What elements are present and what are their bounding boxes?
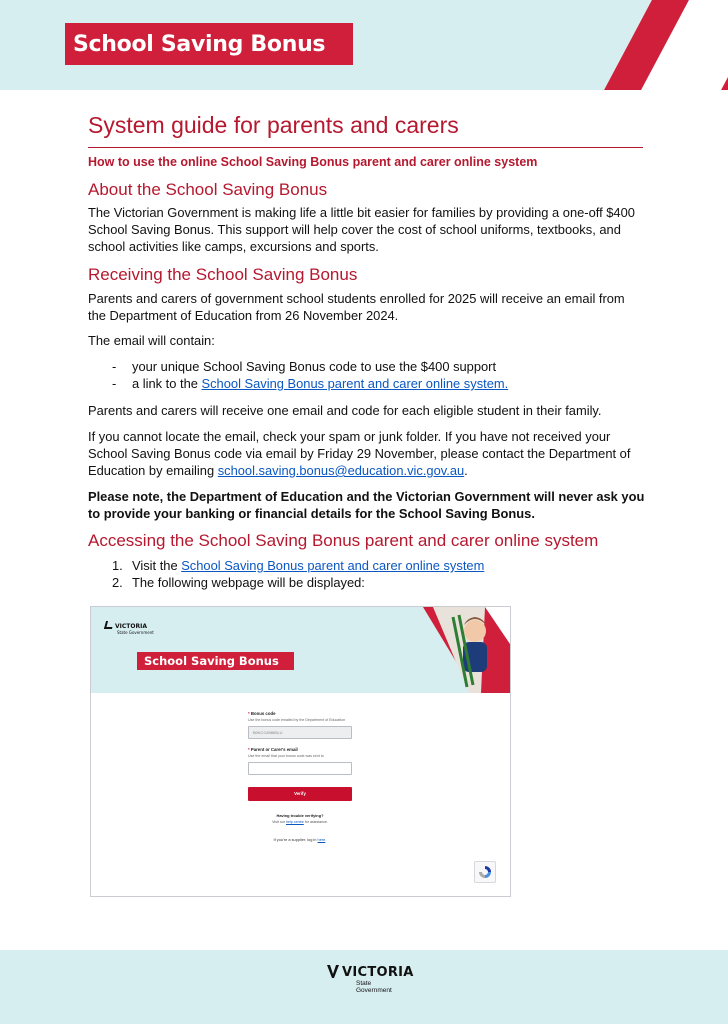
webpage-screenshot: [90, 606, 511, 897]
security-note: Please note, the Department of Education and the Victorian Government will never ask you to provide your banking or financial details for the School Saving Bonus.: [88, 489, 645, 521]
online-system-link[interactable]: School Saving Bonus parent and carer online system: [181, 558, 485, 573]
victoria-logo: [105, 621, 154, 635]
screenshot-header-band: [91, 607, 511, 693]
help-centre-line: Visit our help centre for assistance.: [272, 820, 328, 824]
help-centre-link[interactable]: help centre: [285, 820, 304, 824]
receiving-paragraph-2: The email will contain:: [88, 333, 215, 348]
recaptcha-glyph: [478, 865, 492, 879]
list-dash: -: [112, 376, 117, 391]
online-system-link[interactable]: School Saving Bonus parent and carer online system.: [201, 376, 509, 391]
brand-title: School Saving Bonus: [73, 31, 326, 57]
receiving-paragraph-1: Parents and carers of government school students enrolled for 2025 will receive an email from the Department of Education from 26 November 2024.: [88, 291, 625, 323]
footer-logo-state: State: [356, 980, 372, 987]
page-title: System guide for parents and carers: [88, 112, 459, 138]
brand-banner: [65, 23, 353, 65]
contact-email-link[interactable]: school.saving.bonus@education.vic.gov.au: [217, 463, 465, 478]
list-item-text: a link to the: [132, 376, 202, 391]
screenshot-brand-banner: [137, 652, 294, 670]
email-label: * Parent or Carer's email: [248, 747, 298, 752]
list-item-text: your unique School Saving Bonus code to use the $400 support: [132, 359, 497, 374]
list-item: [112, 358, 632, 375]
step-number: 2.: [112, 575, 123, 590]
victoria-logo-text: VICTORIA: [115, 623, 147, 630]
title-block: [88, 110, 643, 170]
receiving-heading: Receiving the School Saving Bonus: [88, 265, 358, 284]
step-item: [112, 574, 632, 591]
verify-form: [248, 711, 352, 842]
step-text: The following webpage will be displayed:: [132, 575, 365, 590]
step-text: Visit the: [132, 558, 182, 573]
receiving-paragraph-3: Parents and carers will receive one email and code for each eligible student in their family.: [88, 403, 602, 418]
victoria-logo-icon: [326, 964, 340, 980]
about-paragraph: The Victorian Government is making life a little bit easier for families by providing a one-off $400 School Saving Bonus. This support will help cover the cost of school uniforms, textbooks, and school activities like camps, excursions and sports.: [88, 205, 635, 254]
footer-victoria-logo: [326, 964, 414, 994]
header-band: [0, 0, 728, 90]
supplier-line: If you're a supplier, log in here.: [273, 837, 327, 842]
accessing-heading: Accessing the School Saving Bonus parent and carer online system: [88, 531, 599, 550]
student-photo: [423, 607, 511, 693]
bonus-code-input[interactable]: B0KCC89865LU: [248, 726, 352, 739]
title-divider: [88, 147, 643, 148]
steps-list: [112, 557, 632, 591]
email-help: Use the email that your bonus code was sent to: [248, 754, 324, 758]
trouble-heading: Having trouble verifying?: [276, 813, 324, 818]
verify-button[interactable]: Verify: [248, 787, 352, 801]
about-heading: About the School Saving Bonus: [88, 180, 328, 199]
email-input[interactable]: [248, 762, 352, 775]
step-number: 1.: [112, 558, 123, 573]
list-dash: -: [112, 359, 117, 374]
supplier-login-link[interactable]: here: [317, 837, 326, 842]
footer-logo-word: VICTORIA: [342, 965, 414, 980]
bonus-code-help: Use the bonus code emailed by the Department of Education: [248, 718, 346, 722]
footer-logo-government: Government: [356, 987, 392, 994]
email-contents-list: [112, 358, 632, 392]
page-subtitle: How to use the online School Saving Bonus parent and carer online system: [88, 155, 538, 169]
list-item: [112, 375, 632, 392]
contact-end: .: [464, 463, 468, 478]
contact-text: If you cannot locate the email, check your spam or junk folder. If you have not received your School Saving Bonus code via email by Friday 29 November, please contact the Department of Education by emailing: [88, 429, 631, 478]
recaptcha-icon[interactable]: [474, 861, 496, 883]
receiving-paragraph-4: [88, 428, 648, 479]
screenshot-brand-title: School Saving Bonus: [144, 654, 279, 668]
victoria-logo-icon: [104, 621, 114, 629]
victoria-logo-sub: State Government: [117, 630, 154, 635]
step-item: [112, 557, 632, 574]
bonus-code-label: * Bonus code: [248, 711, 276, 716]
